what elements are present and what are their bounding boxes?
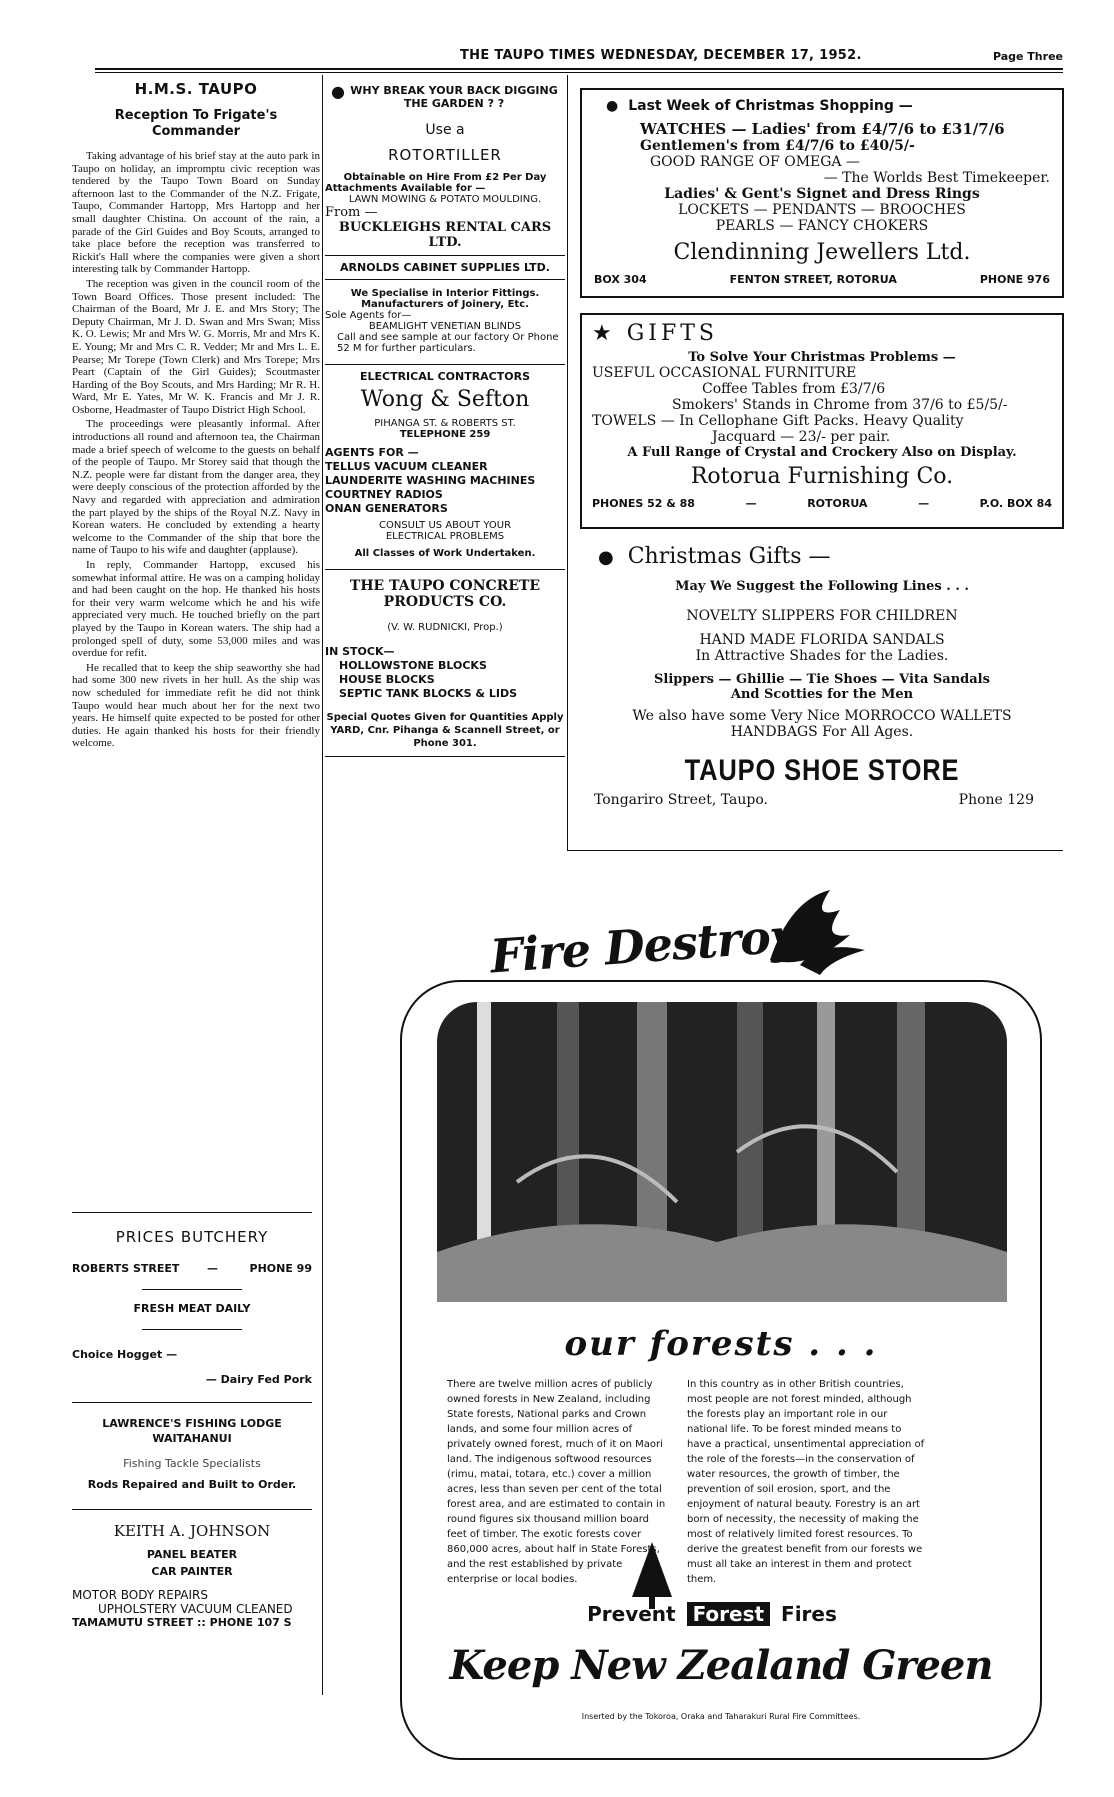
jewellers-gents: Gentlemen's from £4/7/6 to £40/5/-	[640, 138, 915, 154]
shoe-street: Tongariro Street, Taupo.	[594, 792, 768, 808]
fire-left-text: There are twelve million acres of publicly owned forests in New Zealand, including State forests, National parks and Crown lands, and some four million acres of privately owned forest, much of it on Maori land. The indigenous softwood resources (rimu, matai, totara, etc.) cover a million acres, less than seven per cent of the total forest area, and are estimated to contain in round figures six thousand million board feet of timber. The exotic forests cover 860,000 acres, about half in State Forests, and the rest established by private enterprise or local bodies.	[447, 1379, 666, 1585]
jewellers-line: ● Last Week of Christmas Shopping —	[606, 98, 913, 114]
forest-illustration	[437, 1002, 1007, 1302]
johnson-line: UPHOLSTERY VACUUM CLEANED	[98, 1602, 293, 1616]
newspaper-title: THE TAUPO TIMES WEDNESDAY, DECEMBER 17, 1952.	[460, 48, 862, 63]
wong-name: Wong & Sefton	[360, 387, 530, 412]
wong-agency: TELLUS VACUUM CLEANER	[325, 460, 488, 473]
wong-agency: ONAN GENERATORS	[325, 502, 448, 515]
gifts-phones: PHONES 52 & 88	[592, 497, 695, 510]
fire-subtitle: our forests . . .	[564, 1324, 878, 1364]
rotor-question: ● WHY BREAK YOUR BACK DIGGING THE GARDEN ? ?	[331, 82, 558, 110]
column-ads	[325, 70, 565, 762]
gifts-line: To Solve Your Christmas Problems —	[688, 350, 956, 365]
arnolds-line: We Specialise in Interior Fittings.	[350, 288, 540, 299]
rotor-firm: BUCKLEIGHS RENTAL CARS LTD.	[338, 220, 552, 250]
article-paragraph: The proceedings were pleasantly informal. After introductions all round and afternoon tea, the Chairman made a brief speech of welcome to the guests on behalf of the people of Taupo. Mr Storey said that though the N.Z. people were far distant from the danger area, they were deeply conscious of the protection afforded by the Navy and regarded with appreciation and admiration the part played by the ships of the Royal N.Z. Navy in Korean waters. He concluded by extending a hearty welcome to the Commander of the ship that bore the name of Taupo to his wife and daughter (applause).	[72, 418, 320, 557]
article-hms-taupo	[72, 70, 320, 750]
butchery-pork: — Dairy Fed Pork	[205, 1373, 312, 1386]
shoe-line: And Scotties for the Men	[730, 687, 914, 702]
gifts-line: TOWELS — In Cellophane Gift Packs. Heavy Quality	[592, 413, 964, 429]
jewellers-pearls: PEARLS — FANCY CHOKERS	[715, 218, 929, 234]
gifts-town: ROTORUA	[807, 497, 868, 510]
johnson-name: KEITH A. JOHNSON	[113, 1522, 271, 1540]
shoe-line: In Attractive Shades for the Ladies.	[695, 648, 949, 664]
slogan: Keep New Zealand Green	[449, 1642, 993, 1689]
wong-agency: COURTNEY RADIOS	[325, 488, 443, 501]
arnolds-line: BEAMLIGHT VENETIAN BLINDS	[368, 321, 522, 332]
jewellers-rings: Ladies' & Gent's Signet and Dress Rings	[664, 186, 980, 202]
wong-head: ELECTRICAL CONTRACTORS	[359, 370, 531, 383]
jewellers-watches: WATCHES — Ladies' from £4/7/6 to £31/7/6	[640, 120, 1005, 138]
butchery-ad: PRICES BUTCHERY ROBERTS STREET — PHONE 99 FRESH MEAT DAILY Choice Hogget — — Dairy Fed Pork LAWRENCE'S FISHING LODGE WAITAHANUI Fishing Tackle Specialists Rods Repaired and Built to Order. KEITH A. JOHNSON PANEL BEATER CAR PAINTER MOTOR BODY REPAIRS UPHOLSTERY VACUUM CLEANED TAMAMUTU STREET :: PHONE 107 S	[72, 1228, 312, 1629]
fire-title-text: Fire Destroys	[488, 906, 822, 984]
rotor-from: From —	[325, 205, 378, 220]
article-subhead: Reception To Frigate's Commander	[114, 108, 278, 139]
butchery-hogget: Choice Hogget —	[72, 1348, 178, 1361]
shoe-line: HANDBAGS For All Ages.	[730, 724, 914, 740]
lodge-tackle: Fishing Tackle Specialists	[123, 1457, 261, 1470]
lodge-name: LAWRENCE'S FISHING LODGE	[102, 1417, 282, 1430]
jewellers-timekeeper: — The Worlds Best Timekeeper.	[823, 170, 1050, 186]
rotor-attachments: Attachments Available for —	[325, 183, 486, 194]
lodge-rods: Rods Repaired and Built to Order.	[87, 1478, 297, 1491]
rotor-name: ROTORTILLER	[388, 146, 502, 164]
shoe-line: HAND MADE FLORIDA SANDALS	[699, 632, 945, 648]
wong-all: All Classes of Work Undertaken.	[354, 548, 536, 559]
page-number: Page Three	[992, 50, 1063, 63]
wong-telephone: TELEPHONE 259	[399, 429, 491, 440]
rotor-use: Use a	[425, 122, 465, 138]
butchery-name: PRICES BUTCHERY	[115, 1228, 269, 1246]
shoe-line: May We Suggest the Following Lines . . .	[675, 579, 969, 594]
johnson-line: MOTOR BODY REPAIRS	[72, 1588, 209, 1602]
jewellers-name: Clendinning Jewellers Ltd.	[673, 240, 971, 265]
fire-right-text: In this country as in other British countries, most people are not forest minded, although the forests play an important role in our national life. To be forest minded means to have a practical, unsentimental appreciation of the role of the forests—in the conservation of water resources, the growth of timber, the prevention of soil erosion, sport, and the enjoyment of natural beauty. Forestry is an art born of necessity, the necessity of making the most of relatively limited forest resources. To derive the greatest benefit from our forests we must all take an interest in them and protect them.	[687, 1379, 925, 1585]
section-rule	[72, 1212, 312, 1213]
shoe-line: Slippers — Ghillie — Tie Shoes — Vita Sandals	[654, 672, 990, 687]
jewellers-lockets: LOCKETS — PENDANTS — BROOCHES	[678, 202, 966, 218]
wong-agency: LAUNDERITE WASHING MACHINES	[325, 474, 536, 487]
concrete-prop: (V. W. RUDNICKI, Prop.)	[387, 622, 503, 633]
wong-agents: AGENTS FOR —	[325, 446, 419, 459]
wong-address: PIHANGA ST. & ROBERTS ST.	[374, 418, 516, 429]
concrete-quote: Special Quotes Given for Quantities Apply YARD, Cnr. Pihanga & Scannell Street, or Phone 301.	[326, 712, 564, 749]
johnson-line: PANEL BEATER	[146, 1548, 238, 1561]
gifts-line: Coffee Tables from £3/7/6	[702, 381, 886, 397]
article-paragraph: He recalled that to keep the ship seaworthy she had had some 300 new rivets in her hull. As the ship was now scheduled for immediate refit he did not think Taupo would hear much about her for the next two years. He himself quite expected to be posted for other duties. He again thanked his hosts for their friendly welcome.	[72, 661, 320, 750]
concrete-item: SEPTIC TANK BLOCKS & LIDS	[339, 687, 517, 700]
article-headline: H.M.S. TAUPO	[134, 80, 258, 98]
gifts-firm: Rotorua Furnishing Co.	[690, 464, 954, 489]
section-rule	[567, 850, 1063, 851]
rotor-hire: Obtainable on Hire From £2 Per Day	[343, 172, 547, 183]
prevent-fires: Prevent Forest Fires	[587, 1602, 837, 1626]
column-divider	[567, 75, 568, 850]
johnson-line: TAMAMUTU STREET :: PHONE 107 S	[72, 1616, 292, 1629]
forest-ad	[400, 980, 1042, 1760]
gifts-line: A Full Range of Crystal and Crockery Also on Display.	[627, 445, 1017, 460]
column-divider	[322, 75, 323, 1695]
johnson-line: CAR PAINTER	[151, 1565, 233, 1578]
jewellers-box: BOX 304	[594, 273, 647, 286]
shoe-title: ● Christmas Gifts —	[598, 544, 831, 569]
arnolds-line: Sole Agents for—	[325, 310, 412, 321]
gifts-line: Smokers' Stands in Chrome from 37/6 to £5/5/-	[672, 397, 1008, 413]
article-paragraph: In reply, Commander Hartopp, excused his somewhat informal attire. He was on a camping holiday and had been caught on the hop. He thanked his hosts for their very warm welcome which he and his wife appreciated very much. He touched briefly on the part played by the Taupo in Korean waters. The ship had a prolonged spell of duty, some 53,000 miles and was overdue for refit.	[72, 559, 320, 660]
article-paragraph: Taking advantage of his brief stay at the auto park in Taupo on holiday, an impromptu civic reception was tendered by the Taupo Town Board on Sunday afternoon last to the Commander of the N.Z. Frigate, Taupo, Commander Hartopp, Mrs Hartopp and her small daughter Chistina. On account of the rain, a parade of the Girl Guides and Boy Scouts, arranged to take place before the reception was transferred to Rickit's Hall where the companies were given a short interesting talk by Commander Hartopp.	[72, 150, 320, 276]
gifts-box: P.O. BOX 84	[979, 497, 1052, 510]
concrete-item: HOUSE BLOCKS	[339, 673, 435, 686]
furnishing-ad: ★ GIFTS To Solve Your Christmas Problems — USEFUL OCCASIONAL FURNITURE Coffee Tables from £3/7/6 Smokers' Stands in Chrome from 37/6 to £5/5/- TOWELS — In Cellophane Gift Packs. Heavy Quality Jacquard — 23/- per pair. A Full Range of Crystal and Crockery Also on Display. Rotorua Furnishing Co. PHONES 52 & 88 — ROTORUA — P.O. BOX 84	[580, 313, 1064, 529]
gifts-line: USEFUL OCCASIONAL FURNITURE	[592, 365, 857, 381]
wong-consult: CONSULT US ABOUT YOUR ELECTRICAL PROBLEMS	[378, 520, 512, 542]
butchery-meat: FRESH MEAT DAILY	[133, 1302, 251, 1315]
shoe-phone: Phone 129	[958, 792, 1034, 808]
jewellers-omega: GOOD RANGE OF OMEGA —	[650, 154, 860, 170]
concrete-name: THE TAUPO CONCRETE PRODUCTS CO.	[349, 578, 541, 610]
arnolds-line: Call and see sample at our factory Or Phone 52 M for further particulars.	[337, 332, 559, 354]
concrete-item: HOLLOWSTONE BLOCKS	[339, 659, 487, 672]
butchery-phone: PHONE 99	[249, 1262, 312, 1275]
jewellers-street: FENTON STREET, ROTORUA	[729, 273, 897, 286]
concrete-stock: IN STOCK—	[325, 645, 395, 658]
jewellers-ad	[580, 88, 1064, 298]
arnolds-line: Manufacturers of Joinery, Etc.	[361, 299, 529, 310]
masthead	[95, 46, 1063, 68]
jewellers-phone: PHONE 976	[979, 273, 1050, 286]
shoe-line: We also have some Very Nice MORROCCO WALLETS	[632, 708, 1012, 724]
rotor-lawn: LAWN MOWING & POTATO MOULDING.	[348, 194, 542, 205]
inserted-by: Inserted by the Tokoroa, Oraka and Taharakuri Rural Fire Committees.	[581, 1712, 861, 1721]
shoe-name: TAUPO SHOE STORE	[684, 754, 960, 787]
gifts-line: Jacquard — 23/- per pair.	[712, 429, 891, 445]
shoe-store-ad	[580, 540, 1064, 850]
lodge-place: WAITAHANUI	[152, 1432, 232, 1445]
shoe-line: NOVELTY SLIPPERS FOR CHILDREN	[686, 608, 958, 624]
article-paragraph: The reception was given in the council room of the Town Board Offices. Those present included: The Chairman of the Board, Mr J. E. and Mrs Story; The Deputy Chairman, Mr J. D. Swan and Mrs Swan; Miss K. O. Lewis; Mr and Mrs W. G. Morris, Mr and Mrs K. E. Young; Mr and Mrs C. R. Vedder; Mr and Mrs L. E. Pearse; Mr Torepe (Town Clerk) and Mrs Torepe; Mrs Peart (Captain of the Girl Guides); Scoutmaster Harding of the Boy Scouts, and Mrs Harding; Mr R. H. Ward, Mr E. Yates, Mr W. K. Francis and Mr J. R. Osborne, Headmaster of Taupo District High School.	[72, 277, 320, 416]
butchery-street: ROBERTS STREET	[72, 1262, 180, 1275]
fire-title	[470, 880, 890, 990]
arnolds-name: ARNOLDS CABINET SUPPLIES LTD.	[340, 261, 550, 274]
gifts-title: ★ GIFTS	[592, 321, 718, 346]
